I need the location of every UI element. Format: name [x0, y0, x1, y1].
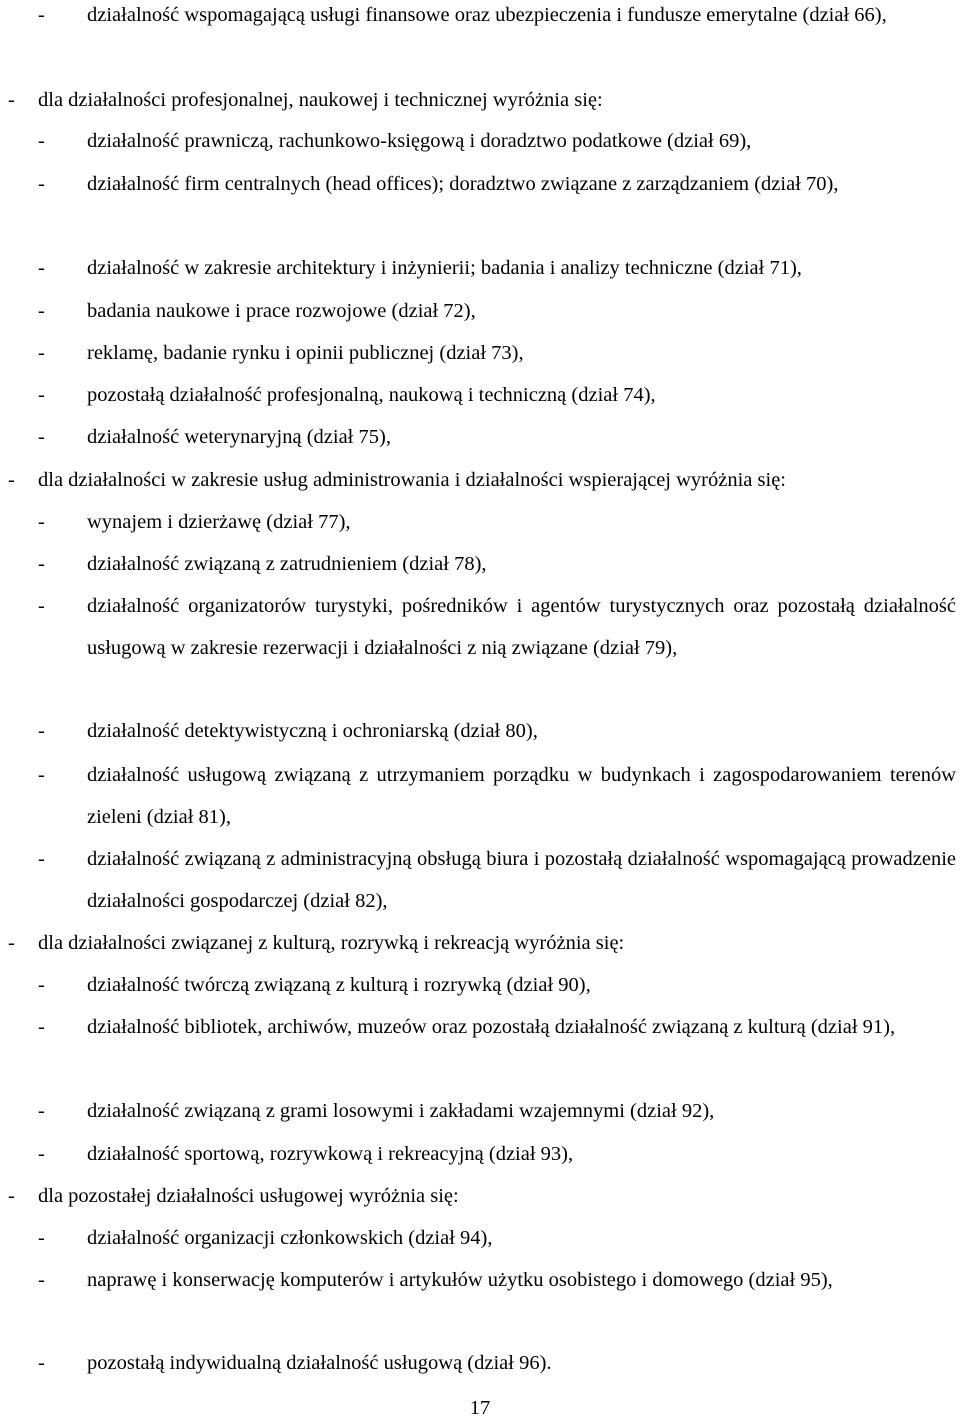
- list-item-text: działalność twórczą związaną z kulturą i rozrywką (dział 90),: [87, 974, 591, 996]
- list-item-text: badania naukowe i prace rozwojowe (dział 72),: [87, 300, 476, 322]
- list-dash: -: [38, 511, 45, 533]
- list-item-text: naprawę i konserwację komputerów i artykułów użytku osobistego i domowego (dział 95),: [87, 1269, 833, 1291]
- list-item-text: działalność detektywistyczną i ochroniarską (dział 80),: [87, 720, 538, 742]
- list-item-text: działalność prawniczą, rachunkowo-księgową i doradztwo podatkowe (dział 69),: [87, 130, 752, 152]
- list-dash: -: [8, 89, 15, 111]
- list-item-text: dla działalności związanej z kulturą, rozrywką i rekreacją wyróżnia się:: [38, 932, 625, 954]
- list-item-text: działalność związaną z administracyjną obsługą biura i pozostałą działalność wspomagającą prowadzenie działalności gospodarczej (dział 82),: [87, 848, 956, 913]
- list-dash: -: [38, 974, 45, 996]
- list-item-text: wynajem i dzierżawę (dział 77),: [87, 511, 351, 533]
- list-dash: -: [38, 1016, 45, 1038]
- list-item-text: działalność związaną z zatrudnieniem (dział 78),: [87, 553, 487, 575]
- list-dash: -: [38, 553, 45, 575]
- list-dash: -: [38, 342, 45, 364]
- list-dash: -: [8, 469, 15, 491]
- list-item-text: działalność organizacji członkowskich (dział 94),: [87, 1227, 493, 1249]
- list-dash: -: [38, 257, 45, 279]
- list-dash: -: [38, 1100, 45, 1122]
- list-item-text: działalność firm centralnych (head offices); doradztwo związane z zarządzaniem (dział 70),: [87, 173, 839, 195]
- list-dash: -: [38, 1269, 45, 1291]
- list-dash: -: [8, 1185, 15, 1207]
- list-item-text: działalność sportową, rozrywkową i rekreacyjną (dział 93),: [87, 1143, 574, 1165]
- list-item-text: dla działalności w zakresie usług administrowania i działalności wspierającej wyróżnia się:: [38, 469, 786, 491]
- list-item-text: reklamę, badanie rynku i opinii publicznej (dział 73),: [87, 342, 524, 364]
- page-number: 17: [469, 1397, 491, 1419]
- list-dash: -: [38, 130, 45, 152]
- list-item-text: działalność wspomagającą usługi finansowe oraz ubezpieczenia i fundusze emerytalne (dział 66),: [87, 4, 887, 26]
- list-dash: -: [38, 1352, 45, 1374]
- list-dash: -: [38, 595, 45, 617]
- list-dash: -: [38, 764, 45, 786]
- list-dash: -: [38, 4, 45, 26]
- list-item-text: działalność organizatorów turystyki, pośredników i agentów turystycznych oraz pozostałą działalność usługową w zakresie rezerwacji i działalności z nią związane (dział 79),: [87, 595, 956, 660]
- list-dash: -: [38, 384, 45, 406]
- list-item-text: działalność w zakresie architektury i inżynierii; badania i analizy techniczne (dział 71),: [87, 257, 802, 279]
- list-dash: -: [38, 300, 45, 322]
- list-item-text: działalność usługową związaną z utrzymaniem porządku w budynkach i zagospodarowaniem terenów zieleni (dział 81),: [87, 764, 956, 829]
- list-item-text: działalność bibliotek, archiwów, muzeów oraz pozostałą działalność związaną z kulturą (dział 91),: [87, 1016, 896, 1038]
- list-dash: -: [38, 1227, 45, 1249]
- list-dash: -: [8, 932, 15, 954]
- list-dash: -: [38, 1143, 45, 1165]
- list-item-text: działalność weterynaryjną (dział 75),: [87, 426, 391, 448]
- list-dash: -: [38, 426, 45, 448]
- list-item-text: dla działalności profesjonalnej, naukowej i technicznej wyróżnia się:: [38, 89, 603, 111]
- list-item-text: pozostałą indywidualną działalność usługową (dział 96).: [87, 1352, 552, 1374]
- list-item-text: działalność związaną z grami losowymi i zakładami wzajemnymi (dział 92),: [87, 1100, 715, 1122]
- list-dash: -: [38, 720, 45, 742]
- list-dash: -: [38, 173, 45, 195]
- list-item-text: dla pozostałej działalności usługowej wyróżnia się:: [38, 1185, 459, 1207]
- list-dash: -: [38, 848, 45, 870]
- list-item-text: pozostałą działalność profesjonalną, naukową i techniczną (dział 74),: [87, 384, 656, 406]
